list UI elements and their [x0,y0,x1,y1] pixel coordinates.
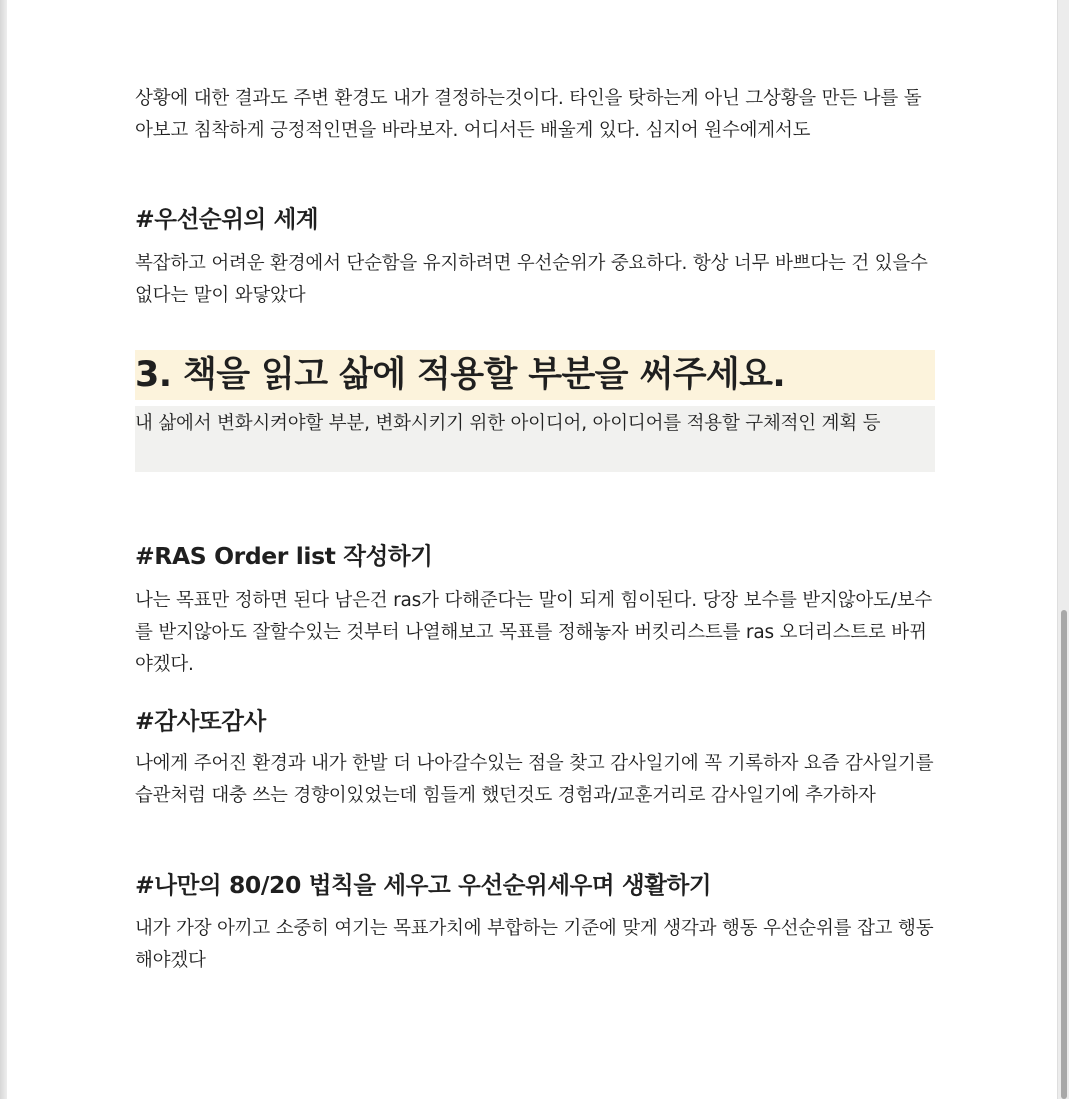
heading-80-20-rule: #나만의 80/20 법칙을 세우고 우선순위세우며 생활하기 [135,871,712,899]
scrollbar-thumb[interactable] [1061,610,1067,1099]
paragraph-80-20-rule: 내가 가장 아끼고 소중히 여기는 목표가치에 부합하는 기준에 맞게 생각과 행동 우선순위를 잡고 행동해야겠다 [135,918,934,971]
main-heading: 3. 책을 읽고 삶에 적용할 부분을 써주세요. [135,355,786,395]
paragraph-ras-order-list: 나는 목표만 정하면 된다 남은건 ras가 다해준다는 말이 되게 힘이된다. 당장 보수를 받지않아도/보수를 받지않아도 잘할수있는 것부터 나열해보고 목표를 정해놓자 버킷리스트를 ras 오더리스트로 바뀌야겠다. [135,590,933,675]
main-heading-block [135,350,935,400]
heading-priority-world: #우선순위의 세계 [135,205,319,233]
heading-ras-order-list: #RAS Order list 작성하기 [135,542,433,570]
paragraph-gratitude: 나에게 주어진 환경과 내가 한발 더 나아갈수있는 점을 찾고 감사일기에 꼭 기록하자 요즘 감사일기를 습관처럼 대충 쓰는 경향이있었는데 힘들게 했던것도 경험과/교훈거리로 감사일기에 추가하자 [135,753,934,806]
callout-text: 내 삶에서 변화시켜야할 부분, 변화시키기 위한 아이디어, 아이디어를 적용할 구체적인 계획 등 [135,413,881,434]
callout-box [135,406,935,472]
heading-gratitude: #감사또감사 [135,707,266,735]
intro-paragraph: 상황에 대한 결과도 주변 환경도 내가 결정하는것이다. 타인을 탓하는게 아닌 그상황을 만든 나를 돌아보고 침착하게 긍정적인면을 바라보자. 어디서든 배울게 있다. 심지어 원수에게서도 [135,88,922,141]
paragraph-priority-world: 복잡하고 어려운 환경에서 단순함을 유지하려면 우선순위가 중요하다. 항상 너무 바쁘다는 건 있을수없다는 말이 와닿았다 [135,253,928,306]
window-left-edge [0,0,7,1099]
scrollbar-track[interactable] [1057,0,1069,1099]
